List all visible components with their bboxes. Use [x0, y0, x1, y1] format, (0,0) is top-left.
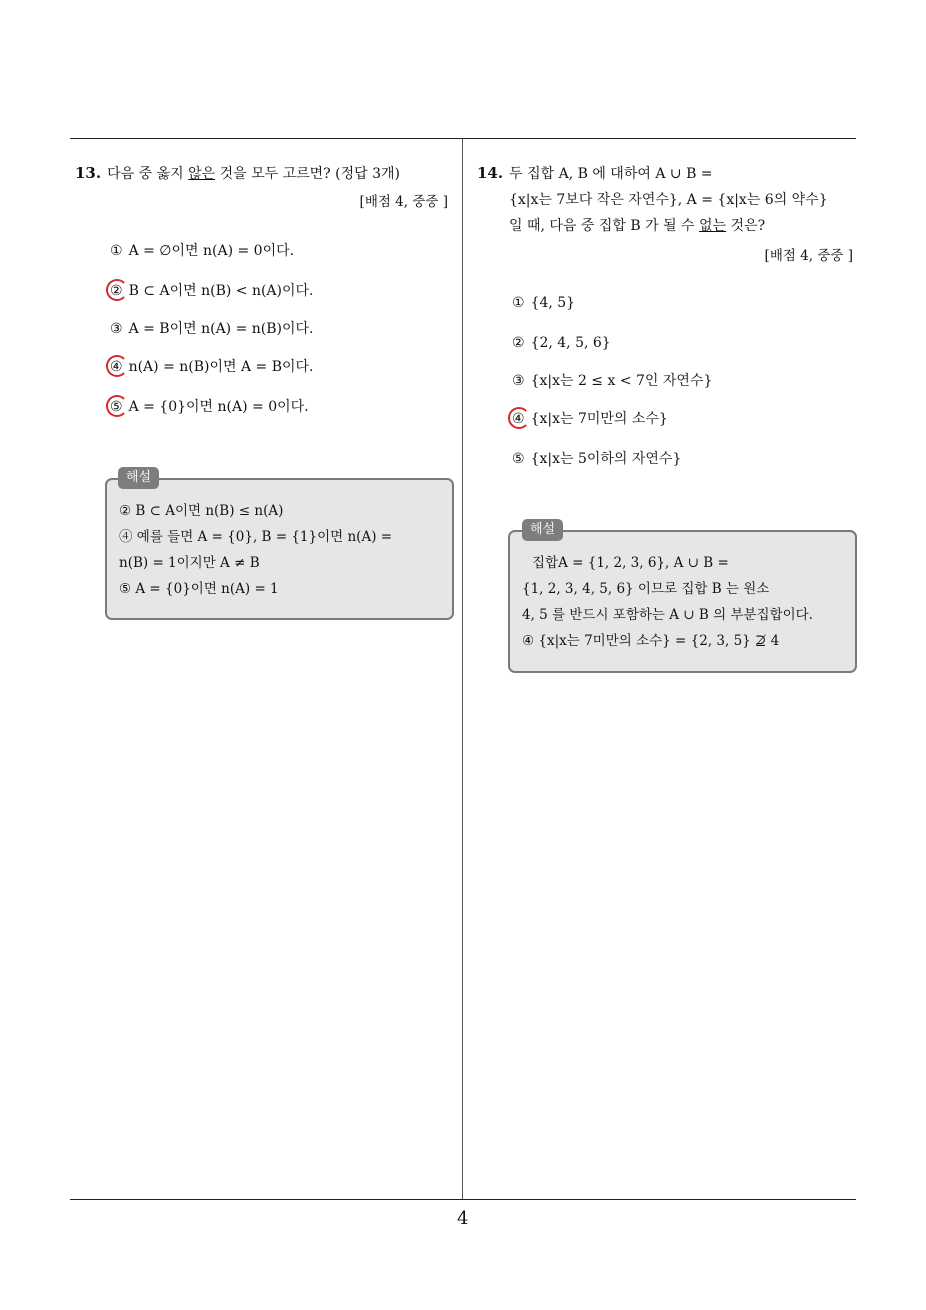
q14-option-1-text: {4, 5}: [530, 295, 576, 311]
q14-number: 14.: [477, 164, 504, 182]
q14-meta: [배점 4, 중중 ]: [764, 248, 853, 264]
q14-option-1-number: ①: [512, 295, 525, 311]
bottom-rule: [70, 1199, 856, 1200]
q13-exp-line-1: ② B ⊂ A이면 n(B) ≤ n(A): [119, 503, 284, 519]
q13-option-2-number: ②: [110, 283, 123, 299]
q14-stem-line-1: 14. 두 집합 A, B 에 대하여 A ∪ B =: [477, 164, 713, 182]
q13-stem-pre: 다음 중 옳지: [107, 166, 189, 182]
q14-exp-line-3: 4, 5 를 반드시 포함하는 A ∪ B 의 부분집합이다.: [522, 607, 813, 623]
q13-stem-underline: 않은: [188, 166, 216, 182]
q13-option-2-text: B ⊂ A이면 n(B) < n(A)이다.: [128, 283, 314, 299]
q14-explanation-tag: 해설: [522, 519, 563, 541]
q13-option-2-answer-mark: [106, 279, 128, 301]
q13-option-5[interactable]: [110, 396, 309, 418]
q14-option-4-answer-mark: [508, 407, 530, 429]
q13-option-4[interactable]: [110, 356, 314, 378]
q13-option-5-text: A = {0}이면 n(A) = 0이다.: [128, 399, 309, 415]
q13-meta: [배점 4, 중중 ]: [359, 194, 448, 210]
q13-exp-line-4: ⑤ A = {0}이면 n(A) = 1: [119, 581, 279, 597]
q13-option-4-answer-mark: [106, 355, 128, 377]
q14-option-5-number: ⑤: [512, 451, 525, 467]
q13-explanation-tag: 해설: [118, 467, 159, 489]
q14-option-3[interactable]: [512, 370, 712, 392]
q14-option-2-number: ②: [512, 335, 525, 351]
q13-option-1-text: A = ∅이면 n(A) = 0이다.: [128, 243, 295, 259]
q14-option-1[interactable]: [512, 292, 575, 314]
q13-number: 13.: [75, 164, 102, 182]
q14-exp-line-2: {1, 2, 3, 4, 5, 6} 이므로 집합 B 는 원소: [522, 581, 770, 597]
q14-option-5-text: {x|x는 5이하의 자연수}: [530, 451, 682, 467]
q14-stem-line-3: 일 때, 다음 중 집합 B 가 될 수 없는 것은?: [509, 218, 766, 234]
q14-stem: [477, 160, 862, 239]
q14-option-4-text: {x|x는 7미만의 소수}: [530, 411, 668, 427]
q14-exp-line-1: 집합A = {1, 2, 3, 6}, A ∪ B =: [532, 555, 729, 571]
q14-option-5[interactable]: [512, 448, 681, 470]
q13-exp-line-2: ④ 예를 들면 A = {0}, B = {1}이면 n(A) =: [119, 529, 393, 545]
q13-option-3-number: ③: [110, 321, 123, 337]
q13-option-3-text: A = B이면 n(A) = n(B)이다.: [128, 321, 314, 337]
q13-option-4-number: ④: [110, 359, 123, 375]
top-rule: [70, 138, 856, 139]
q14-exp-line-4: ④ {x|x는 7미만의 소수} = {2, 3, 5} ⊉ 4: [522, 633, 780, 649]
q13-stem-post: 것을 모두 고르면? (정답 3개): [215, 166, 400, 182]
q14-option-3-number: ③: [512, 373, 525, 389]
column-divider: [462, 139, 463, 1200]
q13-stem: [75, 160, 455, 187]
q14-option-3-text: {x|x는 2 ≤ x < 7인 자연수}: [530, 373, 713, 389]
q13-option-5-answer-mark: [106, 395, 128, 417]
q13-option-5-number: ⑤: [110, 399, 123, 415]
q14-option-2-text: {2, 4, 5, 6}: [530, 335, 611, 351]
q14-option-2[interactable]: [512, 332, 611, 354]
q14-stem-line-2: {x|x는 7보다 작은 자연수}, A = {x|x는 6의 약수}: [509, 192, 828, 208]
q14-option-4-number: ④: [512, 411, 525, 427]
q13-option-3[interactable]: [110, 318, 314, 340]
page-number: 4: [457, 1208, 469, 1229]
q14-explanation-box: [508, 530, 857, 673]
q13-option-1-number: ①: [110, 243, 123, 259]
q13-explanation-box: [105, 478, 454, 620]
q13-exp-line-3: n(B) = 1이지만 A ≠ B: [119, 555, 260, 571]
q14-option-4[interactable]: [512, 408, 668, 430]
q13-option-1[interactable]: [110, 240, 294, 262]
q13-option-4-text: n(A) = n(B)이면 A = B이다.: [128, 359, 314, 375]
q13-option-2[interactable]: [110, 280, 314, 302]
